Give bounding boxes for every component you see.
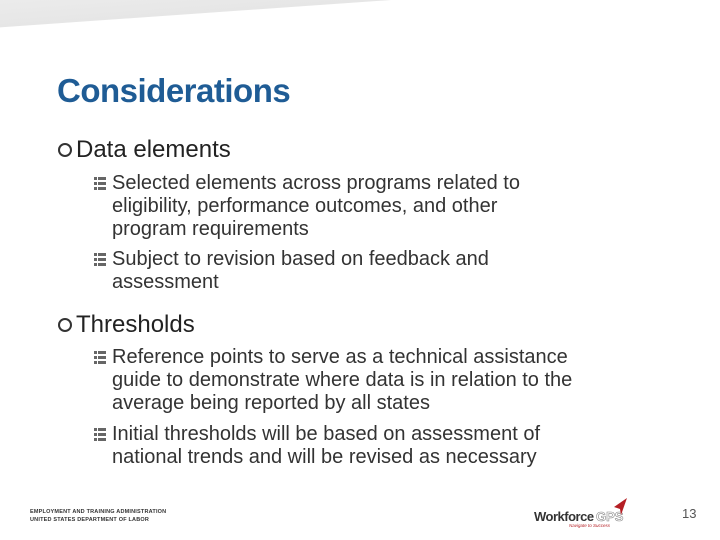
agency-name: EMPLOYMENT AND TRAINING ADMINISTRATION bbox=[30, 509, 167, 515]
bullet-line: assessment bbox=[112, 271, 219, 293]
section-heading: Data elements bbox=[76, 136, 231, 163]
page-number: 13 bbox=[682, 506, 697, 521]
section-thresholds bbox=[58, 311, 195, 339]
decorative-corner-band bbox=[0, 0, 720, 30]
logo-tagline: Navigate to Success bbox=[569, 523, 611, 528]
department-name: UNITED STATES DEPARTMENT OF LABOR bbox=[30, 517, 150, 523]
ring-bullet-icon bbox=[58, 143, 72, 157]
bullet-item bbox=[94, 423, 674, 469]
bullet-line: national trends and will be revised as necessary bbox=[112, 446, 537, 468]
bullet-line: Reference points to serve as a technical assistance bbox=[112, 346, 568, 368]
agency-footer bbox=[30, 508, 166, 524]
bullet-line: Initial thresholds will be based on assessment of bbox=[112, 423, 541, 445]
bullet-item bbox=[94, 172, 674, 241]
triple-bar-bullet-icon bbox=[94, 427, 106, 441]
bullet-line: Subject to revision based on feedback and bbox=[112, 248, 489, 270]
ring-bullet-icon bbox=[58, 318, 72, 332]
logo-word-workforce: Workforce bbox=[534, 509, 594, 524]
bullet-line: program requirements bbox=[112, 218, 309, 240]
section-data-elements bbox=[58, 136, 231, 164]
bullet-item bbox=[94, 248, 674, 294]
slide-title: Considerations bbox=[57, 72, 291, 109]
logo-word-gps: GPS bbox=[596, 509, 624, 524]
red-arrow-icon bbox=[612, 497, 628, 517]
triple-bar-bullet-icon bbox=[94, 252, 106, 266]
bullet-item bbox=[94, 346, 674, 415]
bullet-line: Selected elements across programs related to bbox=[112, 172, 520, 194]
workforce-gps-logo bbox=[534, 497, 634, 531]
triple-bar-bullet-icon bbox=[94, 350, 106, 364]
bullet-line: eligibility, performance outcomes, and other bbox=[112, 195, 498, 217]
bullet-line: guide to demonstrate where data is in relation to the bbox=[112, 369, 573, 391]
bullet-line: average being reported by all states bbox=[112, 392, 430, 414]
triple-bar-bullet-icon bbox=[94, 176, 106, 190]
section-heading: Thresholds bbox=[76, 311, 195, 338]
